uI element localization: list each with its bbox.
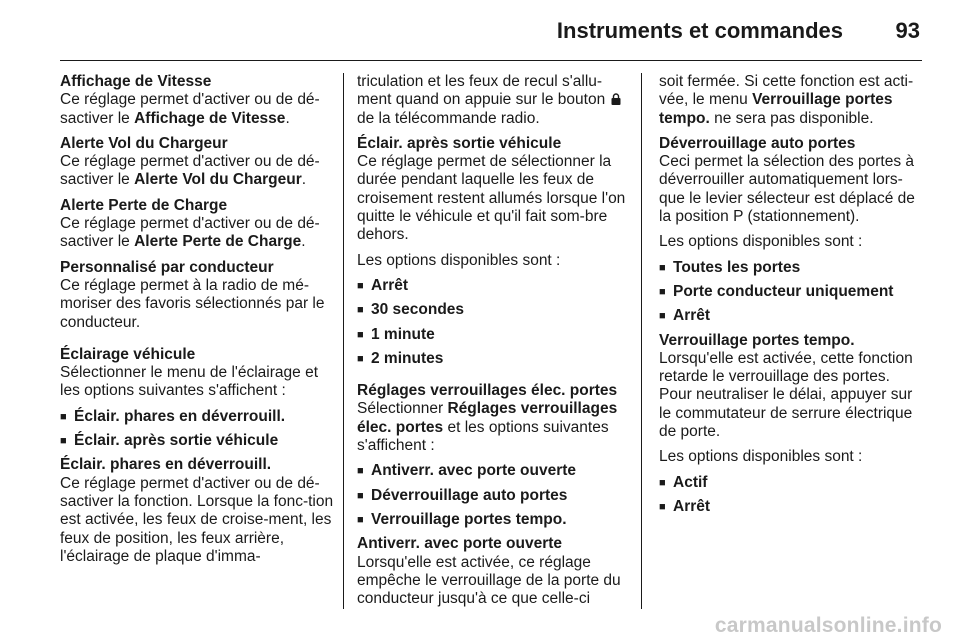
options-label: Les options disponibles sont : bbox=[659, 448, 863, 466]
bullet-item: ■ Toutes les portes bbox=[659, 259, 927, 277]
setting-heading: Affichage de Vitesse bbox=[60, 73, 212, 90]
bullet-item: ■ Antiverr. avec porte ouverte bbox=[357, 462, 628, 480]
bullet-item: ■ Arrêt bbox=[357, 277, 628, 295]
setting-block bbox=[659, 135, 927, 226]
setting-block bbox=[60, 456, 336, 566]
section-text: Sélectionner Réglages verrouillages élec. portes et les options suivantes s'affichent : bbox=[357, 400, 618, 455]
bullet-item: ■ Arrêt bbox=[659, 498, 927, 516]
lock-icon bbox=[610, 93, 622, 105]
bullet-item: ■ Déverrouillage auto portes bbox=[357, 487, 628, 505]
setting-text: Pour neutraliser le délai, appuyer sur le commutateur de serrure électrique de porte. bbox=[659, 386, 913, 441]
watermark: carmanualsonline.info bbox=[714, 614, 942, 637]
setting-block bbox=[60, 135, 336, 190]
section-eclairage bbox=[60, 346, 336, 450]
setting-text: Ce réglage permet d'activer ou de dé-sactiver le Affichage de Vitesse. bbox=[60, 91, 320, 127]
setting-heading: Déverrouillage auto portes bbox=[659, 134, 856, 152]
setting-block bbox=[60, 197, 336, 252]
setting-block bbox=[357, 135, 628, 245]
bullet-item: ■ Éclair. phares en déverrouill. bbox=[60, 408, 336, 426]
setting-block bbox=[60, 73, 336, 128]
setting-heading: Antiverr. avec porte ouverte bbox=[357, 535, 563, 553]
setting-block bbox=[659, 332, 927, 442]
column-divider bbox=[641, 73, 642, 609]
options-label: Les options disponibles sont : bbox=[659, 233, 863, 251]
setting-text: Ce réglage permet d'activer ou de dé-sactiver le Alerte Perte de Charge. bbox=[60, 215, 320, 251]
column-divider bbox=[343, 73, 344, 609]
setting-text: Ce réglage permet à la radio de mé-moriser des favoris sélectionnés par le conducteur. bbox=[60, 276, 325, 331]
page-header-title: Instruments et commandes bbox=[556, 18, 843, 43]
continued-text: triculation et les feux de recul s'allu-ment quand on appuie sur le bouton de la télécommande radio. bbox=[357, 73, 628, 128]
bullet-item: ■ 2 minutes bbox=[357, 350, 628, 368]
options-label: Les options disponibles sont : bbox=[357, 251, 561, 269]
setting-heading: Éclair. phares en déverrouill. bbox=[60, 456, 272, 474]
page-header bbox=[0, 0, 960, 60]
bullet-item: ■ 1 minute bbox=[357, 326, 628, 344]
header-rule bbox=[60, 60, 922, 61]
column-left bbox=[60, 73, 336, 573]
bullet-item: ■ Actif bbox=[659, 474, 927, 492]
setting-text: Lorsqu'elle est activée, ce réglage empêche le verrouillage de la porte du conducteur jusqu'à ce que celle-ci bbox=[357, 553, 621, 608]
section-text: Sélectionner le menu de l'éclairage et les options suivantes s'affichent : bbox=[60, 364, 319, 400]
page-number: 93 bbox=[895, 18, 920, 43]
setting-heading: Verrouillage portes tempo. bbox=[659, 331, 855, 349]
setting-block bbox=[357, 535, 628, 608]
setting-heading: Alerte Perte de Charge bbox=[60, 196, 228, 214]
setting-text: Ce réglage permet d'activer ou de dé-sactiver le Alerte Vol du Chargeur. bbox=[60, 153, 320, 189]
setting-block bbox=[60, 259, 336, 332]
setting-text: Lorsqu'elle est activée, cette fonction retarde le verrouillage des portes. bbox=[659, 349, 913, 386]
setting-heading: Alerte Vol du Chargeur bbox=[60, 134, 228, 152]
setting-text: Ce réglage permet de sélectionner la durée pendant laquelle les feux de croisement restent allumés lorsque l'on quitte le véhicule et qu'il fait som-bre dehors. bbox=[357, 153, 626, 244]
bullet-item: ■ Verrouillage portes tempo. bbox=[357, 511, 628, 529]
setting-text: Ceci permet la sélection des portes à déverrouiller automatiquement lors-que le levier sélecteur est déplacé de la position P (stationnement). bbox=[659, 153, 915, 226]
bullet-item: ■ Éclair. après sortie véhicule bbox=[60, 432, 336, 450]
bullet-item: ■ Porte conducteur uniquement bbox=[659, 283, 927, 301]
setting-heading: Personnalisé par conducteur bbox=[60, 258, 274, 276]
setting-heading: Éclair. après sortie véhicule bbox=[357, 134, 562, 152]
setting-text: Ce réglage permet d'activer ou de dé-sactiver la fonction. Lorsque la fonc-tion est activée, les feux de croise-ment, les feux de position, les feux arrière, l'éclairage de plaque d'imma- bbox=[60, 474, 334, 565]
section-heading: Éclairage véhicule bbox=[60, 345, 196, 363]
column-middle bbox=[357, 73, 628, 615]
bullet-item: ■ 30 secondes bbox=[357, 301, 628, 319]
continued-text: soit fermée. Si cette fonction est acti-vée, le menu Verrouillage portes tempo. ne sera pas disponible. bbox=[659, 73, 914, 127]
section-heading: Réglages verrouillages élec. portes bbox=[357, 382, 618, 400]
column-right bbox=[659, 73, 927, 522]
section-verrouillages bbox=[357, 382, 628, 529]
bullet-item: ■ Arrêt bbox=[659, 307, 927, 325]
